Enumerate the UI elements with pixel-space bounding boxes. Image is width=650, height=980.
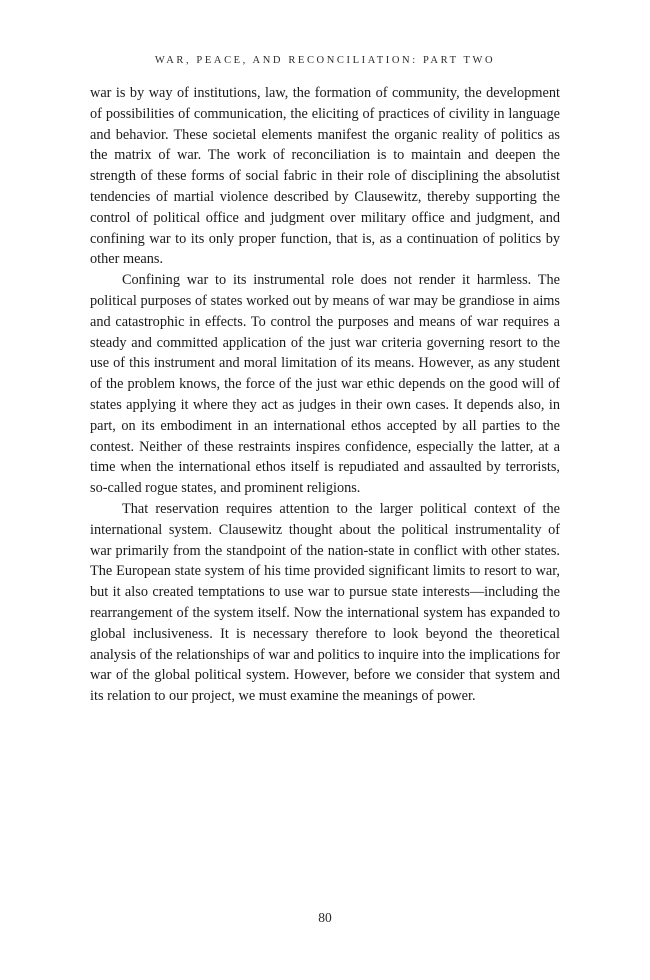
- paragraph-1: war is by way of institutions, law, the formation of community, the development of possibilities of communication, the eliciting of practices of civility in language and behavior. These societal elements manifest the organic reality of politics as the matrix of war. The work of reconciliation is to maintain and deepen the strength of these forms of social fabric in their role of disciplining the absolutist tendencies of martial violence described by Clausewitz, thereby supporting the control of political office and judgment over military office and judgment, and confining war to its only proper function, that is, as a continuation of politics by other means.: [90, 85, 560, 268]
- body-text: [90, 83, 560, 707]
- paragraph-3: That reservation requires attention to the larger political context of the international system. Clausewitz thought about the political instrumentality of war primarily from the standpoint of the nation-state in conflict with other states. The European state system of his time provided significant limits to resort to war, but it also created temptations to use war to pursue state interests—including the rearrangement of the system itself. Now the international system has expanded to global inclusiveness. It is necessary therefore to look beyond the theoretical analysis of the relationships of war and politics to inquire into the implications for war of the global political system. However, before we consider that system and its relation to our project, we must examine the meanings of power.: [90, 500, 560, 705]
- running-head: WAR, PEACE, AND RECONCILIATION: PART TWO: [154, 55, 496, 66]
- page-number: 80: [318, 910, 332, 925]
- paragraph-2: Confining war to its instrumental role does not render it harmless. The political purposes of states worked out by means of war may be grandiose in aims and catastrophic in effects. To control the purposes and means of war requires a steady and committed application of the just war criteria governing resort to the use of this instrument and moral limitation of its means. However, as any student of the problem knows, the force of the just war ethic depends on the good will of states applying it where they act as judges in their own cases. It depends also, in part, on its embodiment in an international ethos accepted by all parties to the contest. Neither of these restraints inspires confidence, especially the latter, at a time when the international ethos itself is repudiated and assaulted by terrorists, so-called rogue states, and prominent religions.: [90, 272, 560, 497]
